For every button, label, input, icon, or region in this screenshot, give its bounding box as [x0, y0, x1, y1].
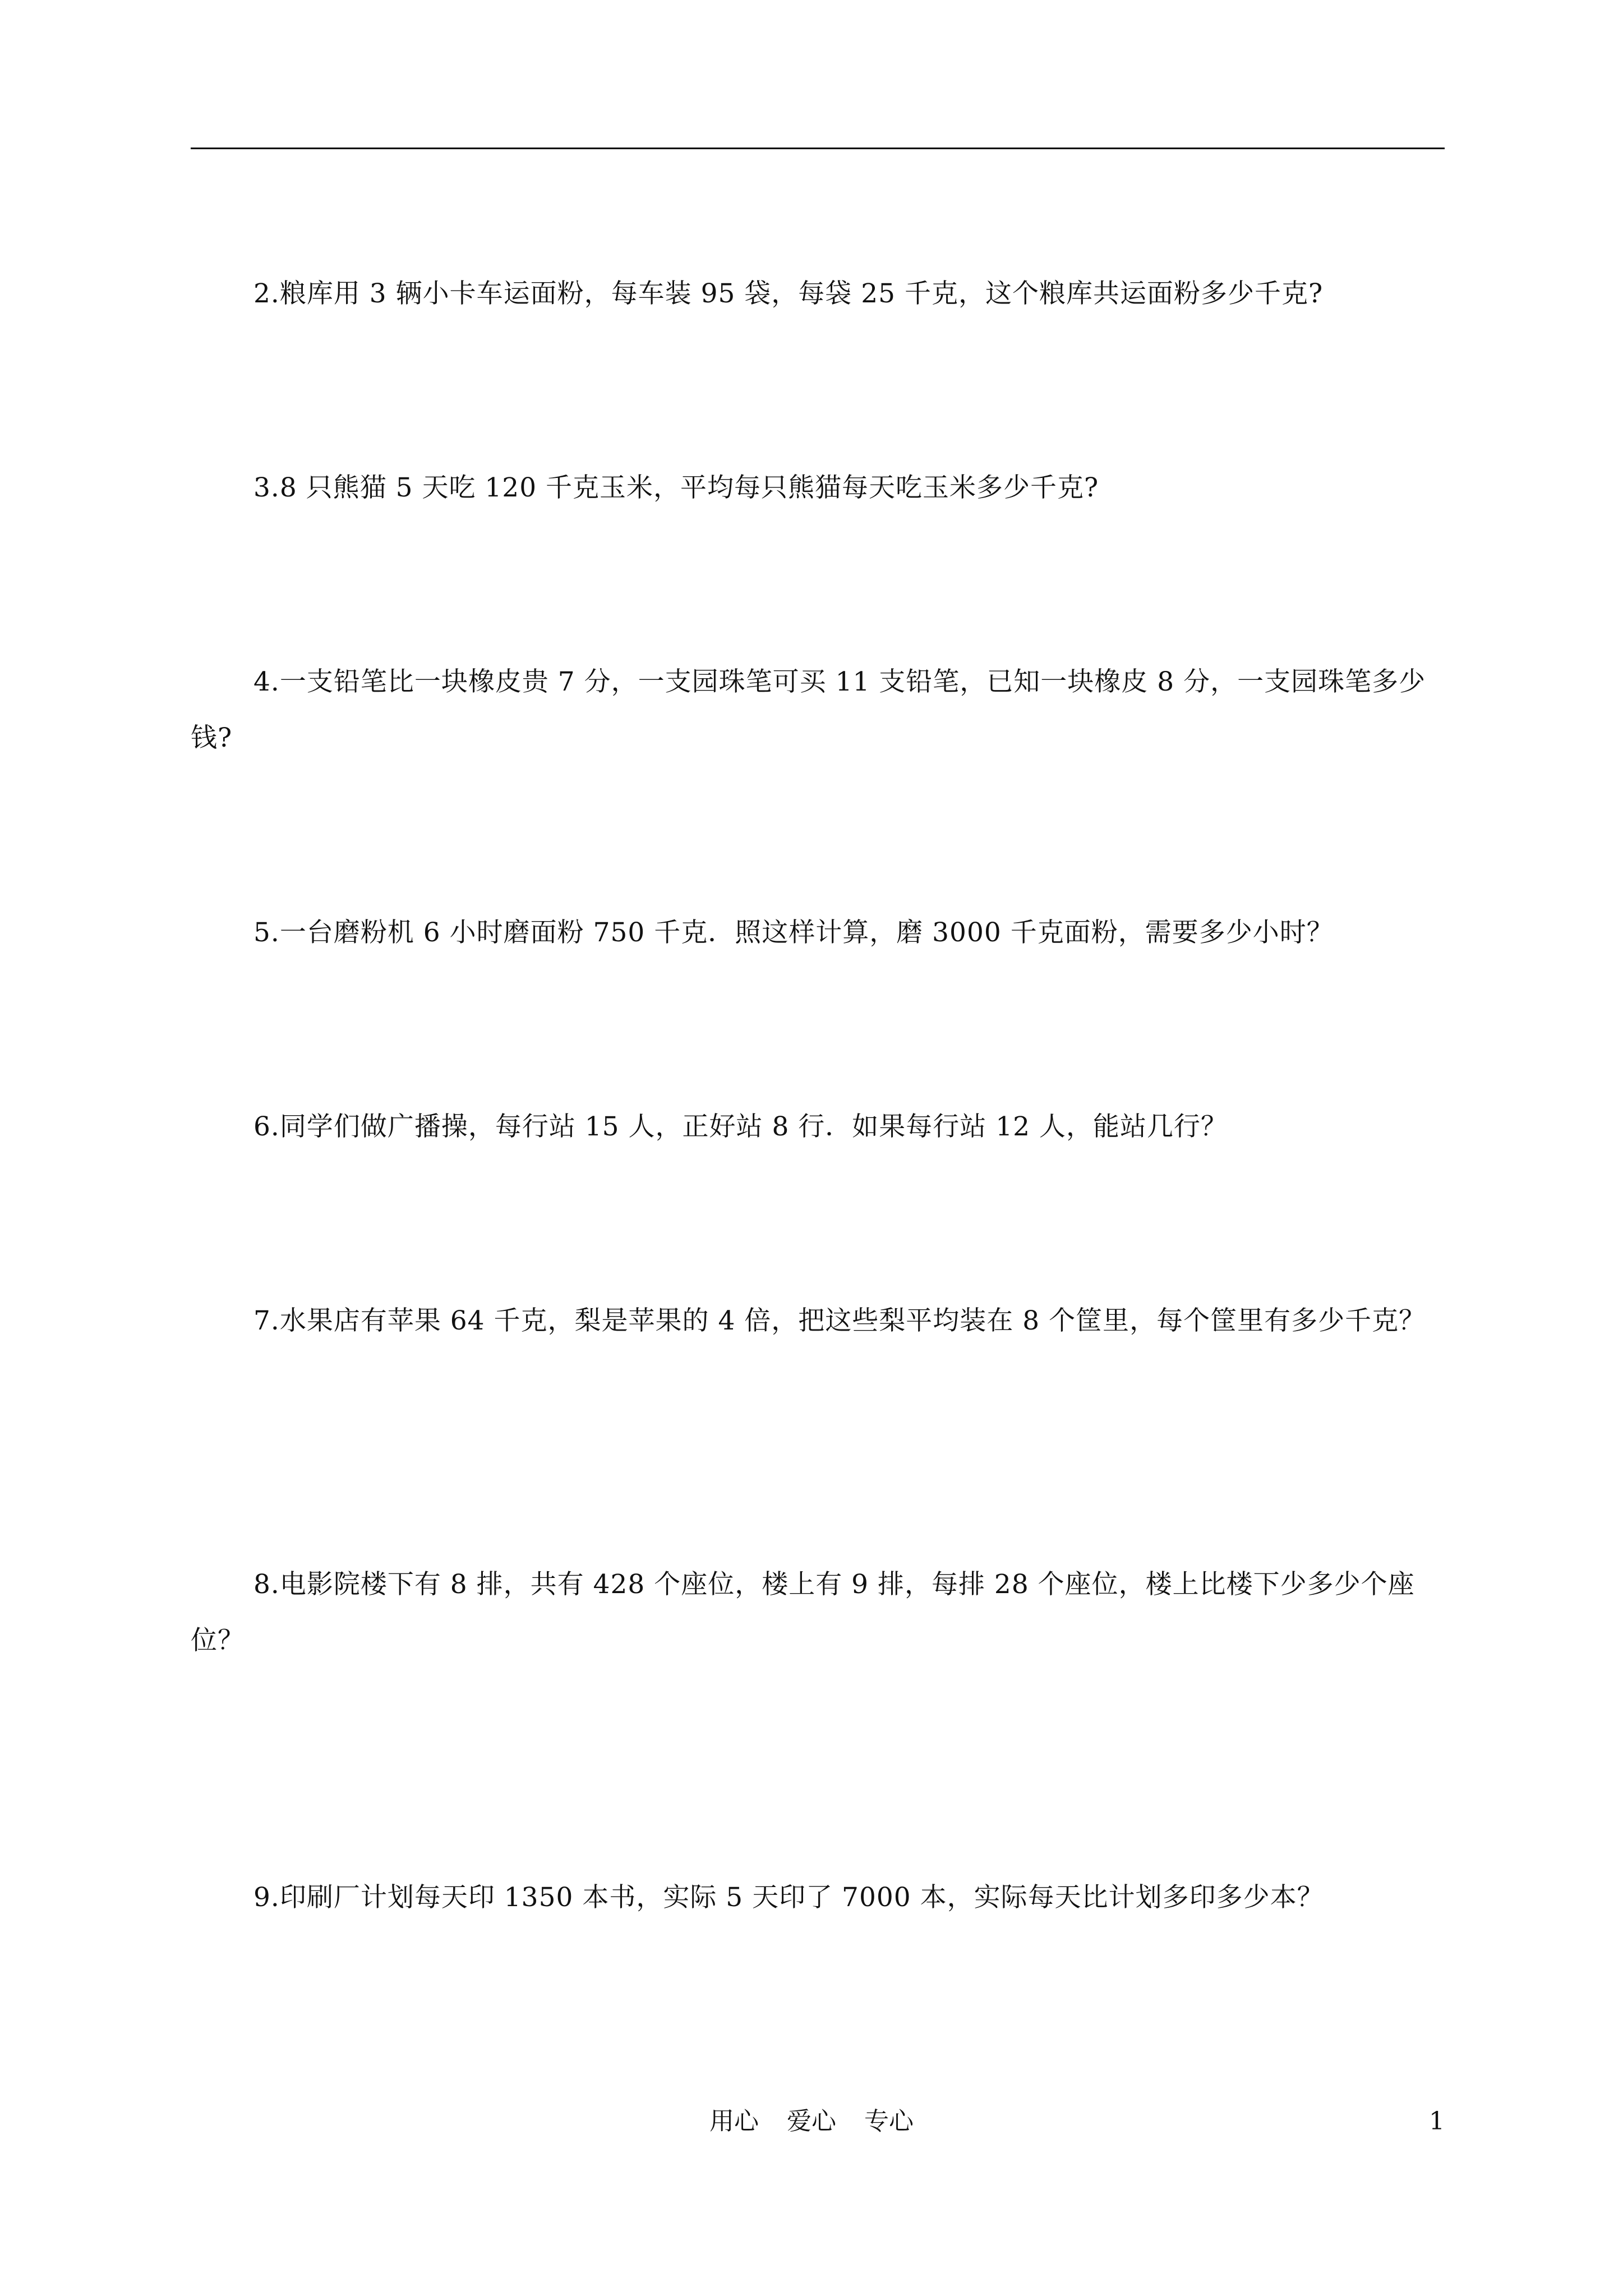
problem-4: 4.一支铅笔比一块橡皮贵 7 分，一支园珠笔可买 11 支铅笔，已知一块橡皮 8 分，一支园珠笔多少钱?: [191, 666, 1426, 753]
problem-5: 5.一台磨粉机 6 小时磨面粉 750 千克．照这样计算，磨 3000 千克面粉，需要多少小时？: [253, 917, 1334, 948]
problem-3: 3.8 只熊猫 5 天吃 120 千克玉米，平均每只熊猫每天吃玉米多少千克?: [253, 472, 1099, 503]
page-number: 1: [1429, 2107, 1445, 2136]
problem-6: 6.同学们做广播操，每行站 15 人，正好站 8 行．如果每行站 12 人，能站几行？: [253, 1111, 1228, 1142]
problem-9: 9.印刷厂计划每天印 1350 本书，实际 5 天印了 7000 本，实际每天比计划多印多少本？: [253, 1882, 1324, 1913]
problem-2: 2.粮库用 3 辆小卡车运面粉，每车装 95 袋，每袋 25 千克，这个粮库共运面粉多少千克?: [253, 278, 1324, 309]
problem-7: 7.水果店有苹果 64 千克，梨是苹果的 4 倍，把这些梨平均装在 8 个筐里，每个筐里有多少千克？: [253, 1305, 1426, 1336]
problem-8: 8.电影院楼下有 8 排，共有 428 个座位，楼上有 9 排，每排 28 个座位，楼上比楼下少多少个座位？: [191, 1569, 1415, 1656]
header-rule: [191, 148, 1445, 149]
footer-motto: 用心 爱心 专心: [709, 2107, 914, 2136]
